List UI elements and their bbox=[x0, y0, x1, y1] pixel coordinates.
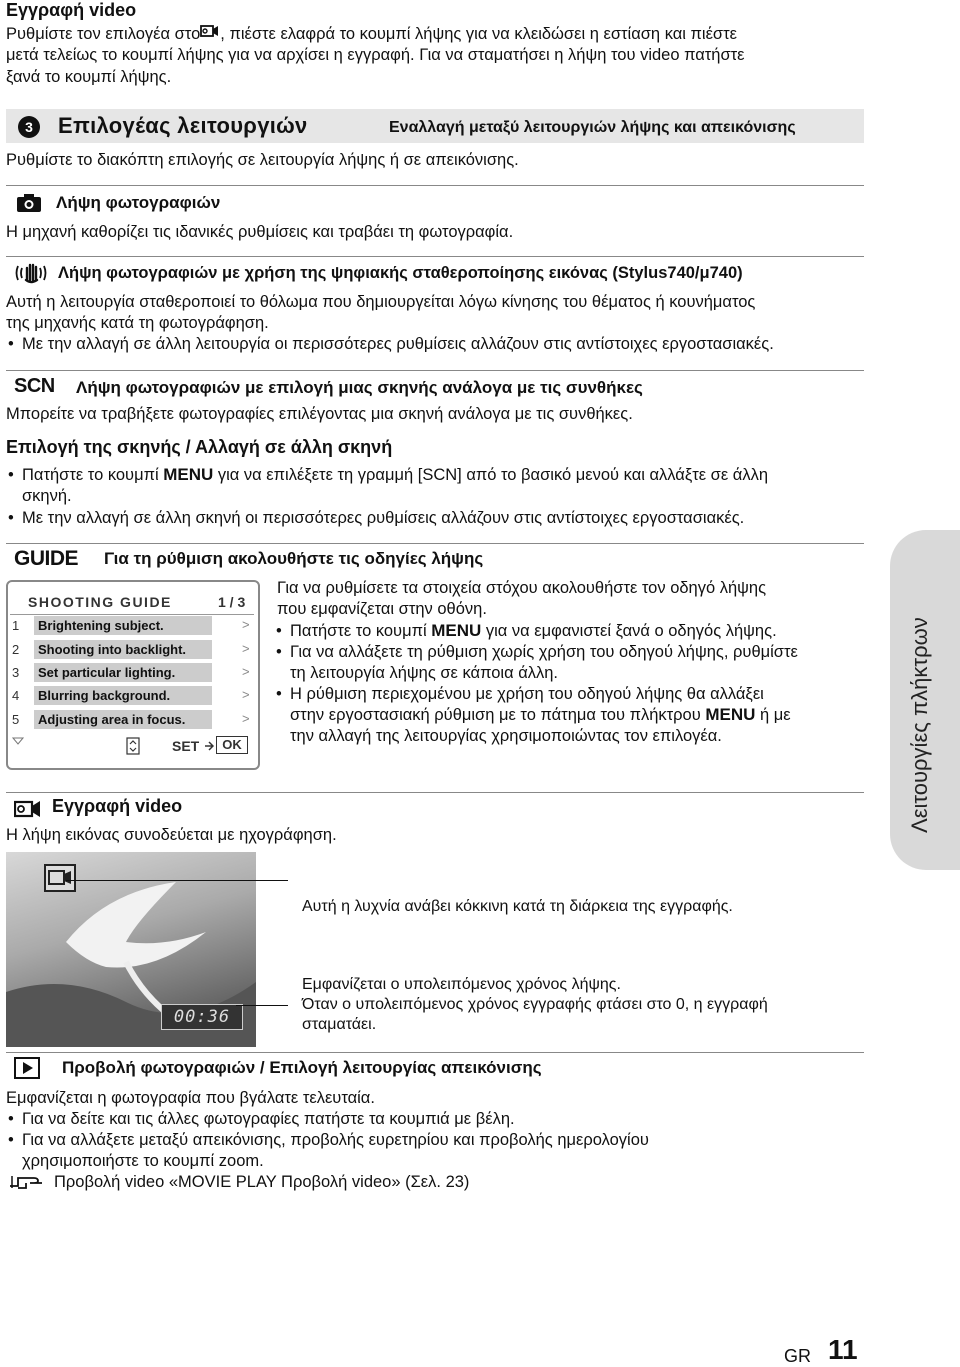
shooting-guide-screen bbox=[6, 580, 260, 770]
reference-hand-icon bbox=[8, 1172, 44, 1197]
guide-menu-item[interactable] bbox=[10, 663, 250, 683]
scn-b1b-text: για να επιλέξετε τη γραμμή [SCN] από το βασικό μενού και αλλάξτε σε άλλη bbox=[217, 466, 768, 484]
guide-bullet-3a: • Η ρύθμιση περιεχομένου με χρήση του οδηγού λήψης θα αλλάξει bbox=[290, 684, 764, 704]
callout-timer-line1: Εμφανίζεται ο υπολειπόμενος χρόνος λήψης. bbox=[302, 976, 621, 993]
chevron-right-icon: > bbox=[242, 617, 250, 632]
guide-p2: που εμφανίζεται στην οθόνη. bbox=[277, 600, 487, 618]
mode-section-title: Επιλογέας λειτουργιών bbox=[58, 113, 308, 138]
remaining-time-display: 00:36 bbox=[161, 1004, 243, 1030]
scroll-down-arrow-icon bbox=[12, 732, 24, 750]
ok-button[interactable]: OK bbox=[216, 736, 248, 754]
stab-mode-title: Λήψη φωτογραφιών με χρήση της ψηφιακής σταθεροποίησης εικόνας (Stylus740/μ740) bbox=[58, 264, 743, 282]
scn-mode-title: Λήψη φωτογραφιών με επιλογή μιας σκηνής ανάλογα με τις συνθήκες bbox=[76, 378, 643, 397]
guide-menu-item-label: Set particular lighting. bbox=[34, 663, 212, 682]
top-line1-text: Ρυθμίστε τον επιλογέα στο bbox=[6, 25, 201, 43]
chevron-right-icon: > bbox=[242, 664, 250, 679]
callout-lamp-text: Αυτή η λυχνία ανάβει κόκκινη κατά τη διάρκεια της εγγραφής. bbox=[302, 898, 733, 915]
video-preview-image bbox=[6, 852, 256, 1047]
mode-section-desc: Ρυθμίστε το διακόπτη επιλογής σε λειτουργία λήψης ή σε απεικόνισης. bbox=[6, 151, 519, 169]
scn-icon: SCN bbox=[14, 375, 55, 397]
shooting-guide-page: 1 / 3 bbox=[218, 594, 246, 610]
stab-mode-bullet: • Με την αλλαγή σε άλλη λειτουργία οι περισσότερες ρυθμίσεις αλλάζουν στις αντίστοιχες εργοστασιακές. bbox=[22, 334, 774, 354]
shooting-guide-divider bbox=[10, 614, 254, 615]
callout-timer-line3: σταματάει. bbox=[302, 1016, 377, 1033]
guide-menu-item-number: 1 bbox=[12, 618, 20, 633]
stab-mode-rule bbox=[6, 256, 864, 257]
guide-bullet-3b bbox=[290, 705, 791, 725]
guide-b3b-text: στην εργοστασιακή ρύθμιση με το πάτημα του πλήκτρου bbox=[290, 706, 701, 724]
top-line1b-text: , πιέστε ελαφρά το κουμπί λήψης για να κλειδώσει η εστίαση και πιέστε bbox=[220, 25, 737, 43]
guide-bullet-2a: • Για να αλλάξετε τη ρύθμιση χωρίς χρήση του οδηγού λήψης, ρυθμίστε bbox=[290, 642, 798, 662]
guide-icon: GUIDE bbox=[14, 547, 79, 570]
guide-mode-rule bbox=[6, 543, 864, 544]
guide-menu-item-number: 3 bbox=[12, 665, 20, 680]
playback-reference: Προβολή video «MOVIE PLAY Προβολή video» (Σελ. 23) bbox=[54, 1173, 470, 1191]
guide-menu-item[interactable] bbox=[10, 616, 250, 636]
guide-menu-item-label: Brightening subject. bbox=[34, 616, 212, 635]
up-down-selector-icon bbox=[126, 737, 140, 760]
side-tab-label: Λειτουργίες πλήκτρων bbox=[907, 617, 932, 833]
top-paragraph-line3: ξανά το κουμπί λήψης. bbox=[6, 68, 172, 86]
photo-mode-desc: Η μηχανή καθορίζει τις ιδανικές ρυθμίσεις και τραβάει τη φωτογραφία. bbox=[6, 223, 514, 241]
menu-button-label: MENU bbox=[163, 465, 214, 484]
top-title: Εγγραφή video bbox=[6, 0, 137, 20]
guide-menu-item-number: 5 bbox=[12, 712, 20, 727]
movie-icon bbox=[14, 797, 42, 824]
guide-bullet-2b: τη λειτουργία λήψης σε κάποια άλλη. bbox=[290, 664, 558, 682]
scn-bullet-2: • Με την αλλαγή σε άλλη σκηνή οι περισσότερες ρυθμίσεις αλλάζουν στις αντίστοιχες εργοστασιακές. bbox=[22, 508, 744, 528]
stab-mode-line1: Αυτή η λειτουργία σταθεροποιεί το θόλωμα που δημιουργείται λόγω κίνησης του θέματος ή κουνήματος bbox=[6, 293, 756, 311]
chevron-right-icon: > bbox=[242, 711, 250, 726]
guide-menu-item-number: 2 bbox=[12, 642, 20, 657]
photo-mode-title: Λήψη φωτογραφιών bbox=[56, 193, 221, 212]
scn-mode-rule bbox=[6, 370, 864, 371]
page-number: 11 bbox=[828, 1334, 858, 1365]
guide-p1: Για να ρυθμίσετε τα στοιχεία στόχου ακολουθήστε τον οδηγό λήψης bbox=[277, 579, 767, 597]
record-lamp-icon bbox=[44, 864, 76, 892]
guide-menu-item[interactable] bbox=[10, 640, 250, 660]
top-paragraph-line1 bbox=[6, 23, 737, 44]
section-number-badge: 3 bbox=[18, 116, 40, 138]
guide-menu-item[interactable] bbox=[10, 686, 250, 706]
scn-bullet-1 bbox=[22, 465, 768, 485]
movie-icon bbox=[200, 23, 220, 44]
stab-mode-line2: της μηχανής κατά τη φωτογράφηση. bbox=[6, 314, 269, 332]
chevron-right-icon: > bbox=[242, 641, 250, 656]
playback-bullet-2: • Για να αλλάξετε μεταξύ απεικόνισης, προβολής ευρετηρίου και προβολής ημερολογίου bbox=[22, 1130, 649, 1150]
guide-menu-item-label: Adjusting area in focus. bbox=[34, 710, 212, 729]
scn-mode-desc: Μπορείτε να τραβήξετε φωτογραφίες επιλέγοντας μια σκηνή ανάλογα με τις συνθήκες. bbox=[6, 405, 633, 423]
footer-language: GR bbox=[784, 1346, 811, 1366]
playback-bullet-2-cont: χρησιμοποιήστε το κουμπί zoom. bbox=[22, 1152, 264, 1170]
scn-subheading: Επιλογή της σκηνής / Αλλαγή σε άλλη σκηνή bbox=[6, 437, 393, 457]
set-label: SET bbox=[172, 738, 200, 754]
guide-menu-item[interactable] bbox=[10, 710, 250, 730]
playback-desc: Εμφανίζεται η φωτογραφία που βγάλατε τελευταία. bbox=[6, 1089, 375, 1107]
chevron-right-icon: > bbox=[242, 687, 250, 702]
guide-b1-text: Πατήστε το κουμπί bbox=[290, 622, 427, 640]
video-mode-title: Εγγραφή video bbox=[52, 796, 183, 816]
camera-icon bbox=[16, 193, 42, 218]
photo-mode-rule bbox=[6, 185, 864, 186]
arrow-right-icon bbox=[204, 739, 214, 757]
callout-line-lamp bbox=[66, 880, 288, 881]
playback-rule bbox=[6, 1052, 864, 1053]
video-mode-rule bbox=[6, 792, 864, 793]
guide-menu-item-number: 4 bbox=[12, 688, 20, 703]
guide-mode-title: Για τη ρύθμιση ακολουθήστε τις οδηγίες λήψης bbox=[104, 549, 484, 568]
callout-timer-line2: Όταν ο υπολειπόμενος χρόνος εγγραφής φτάσει στο 0, η εγγραφή bbox=[302, 996, 768, 1013]
guide-bullet-1 bbox=[290, 621, 777, 641]
guide-b1b-text: για να εμφανιστεί ξανά ο οδηγός λήψης. bbox=[485, 622, 777, 640]
video-mode-desc: Η λήψη εικόνας συνοδεύεται με ηχογράφηση. bbox=[6, 826, 337, 844]
playback-icon bbox=[14, 1057, 40, 1084]
menu-button-label: MENU bbox=[431, 621, 482, 640]
scn-bullet-1-cont: σκηνή. bbox=[22, 487, 72, 505]
scn-b1-text: Πατήστε το κουμπί bbox=[22, 466, 159, 484]
top-paragraph-line2: μετά τελείως το κουμπί λήψης για να αρχίσει η εγγραφή. Για να σταματήσει η λήψη του video πατήστε bbox=[6, 46, 745, 64]
guide-bullet-3d: την αλλαγή της λειτουργίας χρησιμοποιώντας τον επιλογέα. bbox=[290, 727, 722, 745]
guide-menu-item-label: Blurring background. bbox=[34, 686, 212, 705]
playback-bullet-1: • Για να δείτε και τις άλλες φωτογραφίες πατήστε τα κουμπιά με βέλη. bbox=[22, 1109, 515, 1129]
menu-button-label: MENU bbox=[705, 705, 756, 724]
guide-b3c-text: ή με bbox=[759, 706, 791, 724]
callout-line-timer bbox=[236, 1005, 288, 1006]
guide-menu-item-label: Shooting into backlight. bbox=[34, 640, 212, 659]
stabilizer-hand-icon bbox=[14, 262, 48, 289]
playback-title: Προβολή φωτογραφιών / Επιλογή λειτουργίας απεικόνισης bbox=[62, 1058, 542, 1077]
shooting-guide-title: SHOOTING GUIDE bbox=[28, 594, 172, 610]
mode-section-subtitle: Εναλλαγή μεταξύ λειτουργιών λήψης και απεικόνισης bbox=[389, 119, 796, 136]
